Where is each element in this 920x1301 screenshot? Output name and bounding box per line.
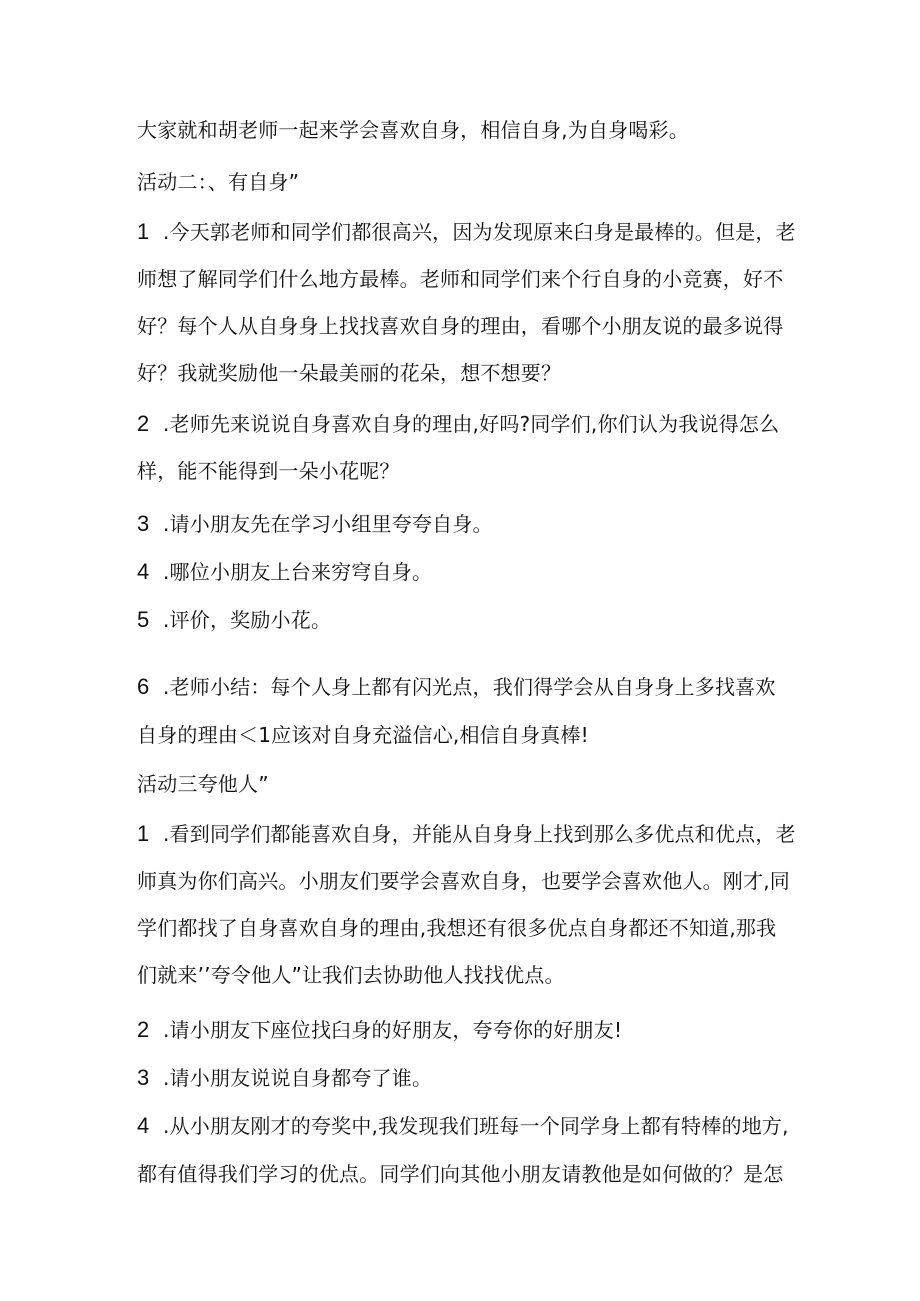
list-item — [137, 558, 432, 586]
list-item — [137, 510, 493, 538]
list-item — [137, 1064, 432, 1092]
text-line: .从小朋友刚才的夸奖中,我发现我们班每一个同学身上都有特棒的地方, — [163, 1114, 789, 1138]
text-line: .看到同学们都能喜欢自身，并能从自身身上找到那么多优点和优点，老 — [163, 822, 796, 846]
item-number: 5 — [137, 607, 150, 632]
text-line: 样，能不能得到一朵小花呢？ — [137, 459, 400, 483]
item-number: 4 — [137, 1113, 150, 1138]
text-line: 们就来’’夸令他人”让我们去协助他人找找优点。 — [137, 963, 565, 987]
item-number: 1 — [137, 821, 150, 846]
item-number: 4 — [137, 559, 150, 584]
section-heading: 活动三夸他人” — [137, 772, 269, 796]
text-line: 自身的理由＜1应该对自身充溢信心,相信自身真棒! — [137, 723, 589, 747]
text-line: 好？我就奖励他一朵最美丽的花朵，想不想要？ — [137, 361, 562, 385]
text-line: .请小朋友先在学习小组里夸夸自身。 — [163, 512, 493, 536]
list-item — [137, 410, 779, 438]
item-number: 2 — [137, 1017, 150, 1042]
list-item — [137, 218, 796, 246]
list-item — [137, 673, 776, 701]
text-line: .请小朋友下座位找臼身的好朋友，夸夸你的好朋友! — [163, 1018, 623, 1042]
text-line: .评价，奖励小花。 — [163, 608, 332, 632]
list-item — [137, 820, 796, 848]
text-line: 好？每个人从自身身上找找喜欢自身的理由，看哪个小朋友说的最多说得 — [137, 314, 784, 338]
section-heading: 活动二：、有自身” — [137, 170, 300, 194]
text-line: 大家就和胡老师一起来学会喜欢自身，相信自身,为自身喝彩。 — [137, 118, 689, 142]
item-number: 2 — [137, 411, 150, 436]
text-line: 师真为你们高兴。小朋友们要学会喜欢自身，也要学会喜欢他人。刚才,同 — [137, 869, 790, 893]
list-item — [137, 606, 331, 634]
list-item — [137, 1016, 622, 1044]
item-number: 6 — [137, 674, 150, 699]
text-line: .哪位小朋友上台来穷穹自身。 — [163, 560, 433, 584]
text-line: .老师先来说说自身喜欢自身的理由,好吗?同学们,你们认为我说得怎么 — [163, 412, 780, 436]
text-line: 师想了解同学们什么地方最棒。老师和同学们来个行自身的小竞赛，好不 — [137, 267, 784, 291]
text-line: 都有值得我们学习的优点。同学们向其他小朋友请教他是如何做的？是怎 — [137, 1162, 784, 1186]
item-number: 1 — [137, 219, 150, 244]
item-number: 3 — [137, 1065, 150, 1090]
list-item — [137, 1112, 789, 1140]
text-line: 学们都找了自身喜欢自身的理由,我想还有很多优点自身都还不知道,那我 — [137, 916, 777, 940]
item-number: 3 — [137, 511, 150, 536]
text-line: .请小朋友说说自身都夸了谁。 — [163, 1066, 433, 1090]
text-line: .今天郭老师和同学们都很高兴，因为发现原来臼身是最棒的。但是，老 — [163, 220, 796, 244]
text-line: .老师小结：每个人身上都有闪光点，我们得学会从自身身上多找喜欢 — [163, 675, 776, 699]
